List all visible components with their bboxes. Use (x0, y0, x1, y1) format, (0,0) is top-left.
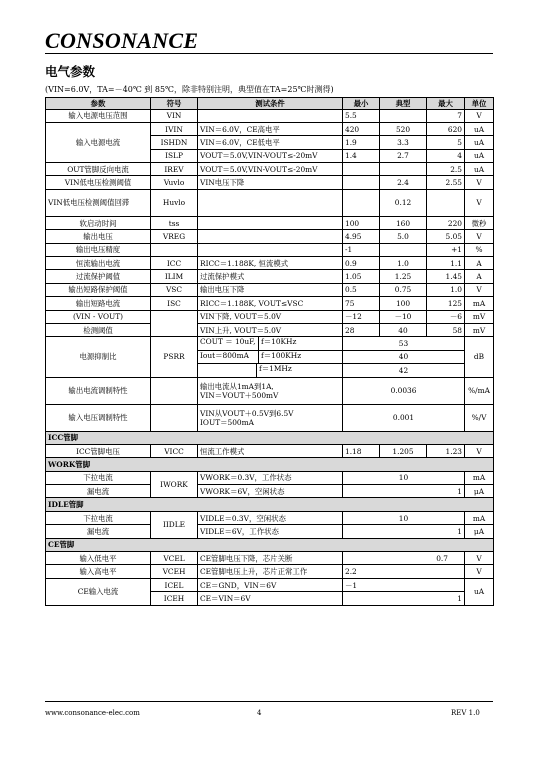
footer-revision: REV 1.0 (451, 709, 480, 717)
header-typ: 典型 (380, 98, 427, 110)
table-row: 检测阈值 VIN上升, VOUT＝5.0V 28 40 58 mV (46, 323, 494, 336)
table-row: 输出短路保护阈值 VSC 输出电压下降 0.5 0.75 1.0 V (46, 283, 494, 296)
header-max: 最大 (427, 98, 465, 110)
company-logo: CONSONANCE (45, 28, 199, 53)
section-row-icc: ICC管脚 (46, 431, 494, 444)
table-row: 输出电流调制特性 输出电流从1mA到1A, VIN＝VOUT＋500mV 0.0036 %/mA (46, 377, 494, 404)
table-row: 输入电压调制特性 VIN从VOUT＋0.5V到6.5V IOUT＝500mA 0.001 %/V (46, 404, 494, 431)
header-param: 参数 (46, 98, 151, 110)
table-row: 输出电压精度 -1 +1 % (46, 243, 494, 256)
section-row-work: WORK管脚 (46, 458, 494, 471)
table-row: 漏电流 VIDLE＝6V，工作状态 1 μA (46, 525, 494, 538)
table-row: 漏电流 VWORK＝6V，空闲状态 1 μA (46, 485, 494, 498)
table-row: ISHDN VIN＝6.0V，CE低电平 1.9 3.3 5 uA (46, 136, 494, 149)
table-row: ICC管脚电压 VICC 恒流工作模式 1.18 1.205 1.23 V (46, 444, 494, 457)
table-row: ISLP VOUT＝5.0V,VIN-VOUT≤-20mV 1.4 2.7 4 uA (46, 149, 494, 162)
header-symbol: 符号 (151, 98, 198, 110)
table-row: 输入低电平 VCEL CE管脚电压下降，芯片关断 0.7 V (46, 552, 494, 565)
table-row: 软启动时间 tss 100 160 220 微秒 (46, 216, 494, 229)
table-row: 输出短路电流 ISC RICC＝1.188K, VOUT≤VSC 75 100 125 mA (46, 297, 494, 310)
header-unit: 单位 (465, 98, 494, 110)
table-row: 恒流输出电流 ICC RICC＝1.188K, 恒流模式 0.9 1.0 1.1 A (46, 257, 494, 270)
table-row: f＝1MHz 42 (46, 364, 494, 377)
header-min: 最小 (343, 98, 380, 110)
table-row: 输入电源电流 IVIN VIN＝6.0V，CE高电平 420 520 620 uA (46, 122, 494, 135)
header-rule (45, 53, 493, 54)
table-row: 过流保护阈值 ILIM 过流保护模式 1.05 1.25 1.45 A (46, 270, 494, 283)
table-row: 下拉电流 IIDLE VIDLE＝0.3V，空闲状态 10 mA (46, 511, 494, 524)
table-row: 输出电压 VREG 4.95 5.0 5.05 V (46, 230, 494, 243)
table-row: CE输入电流 ICEL CE＝GND，VIN＝6V －1 uA (46, 578, 494, 591)
table-row: 输入高电平 VCEH CE管脚电压上升，芯片正常工作 2.2 V (46, 565, 494, 578)
table-row: 输入电源电压范围 VIN 5.5 7 V (46, 109, 494, 122)
footer-rule (45, 701, 493, 702)
table-row: 下拉电流 IWORK VWORK＝0.3V，工作状态 10 mA (46, 471, 494, 484)
section-title: 电气参数 (45, 64, 96, 79)
table-row: VIN低电压检测阈值回滞 Huvlo 0.12 V (46, 189, 494, 216)
table-row: ICEH CE＝VIN＝6V 1 (46, 592, 494, 605)
table-row: (VIN - VOUT) VIN下降, VOUT＝5.0V －12 －10 －6 mV (46, 310, 494, 323)
header-condition: 测试条件 (198, 98, 343, 110)
footer-website: www.consonance-elec.com (45, 709, 140, 717)
section-row-ce: CE管脚 (46, 538, 494, 551)
section-row-idle: IDLE管脚 (46, 498, 494, 511)
table-header-row (46, 98, 494, 110)
table-row: 电源抑制比 PSRR COUT ＝ 10uF, f＝10KHz 53 dB (46, 337, 494, 350)
table-row: VIN低电压检测阈值 Vuvlo VIN电压下降 2.4 2.55 V (46, 176, 494, 189)
table-row: Iout＝800mA f＝100KHz 40 (46, 350, 494, 363)
electrical-specs-table (45, 97, 494, 606)
table-row: OUT管脚反向电流 IREV VOUT＝5.0V,VIN-VOUT≤-20mV 2.5 uA (46, 163, 494, 176)
test-conditions-note: (VIN=6.0V，TA=－40℃ 到 85℃，除非特别注明，典型值在TA=25℃时测得) (45, 85, 334, 94)
footer-page-number: 4 (257, 709, 262, 717)
